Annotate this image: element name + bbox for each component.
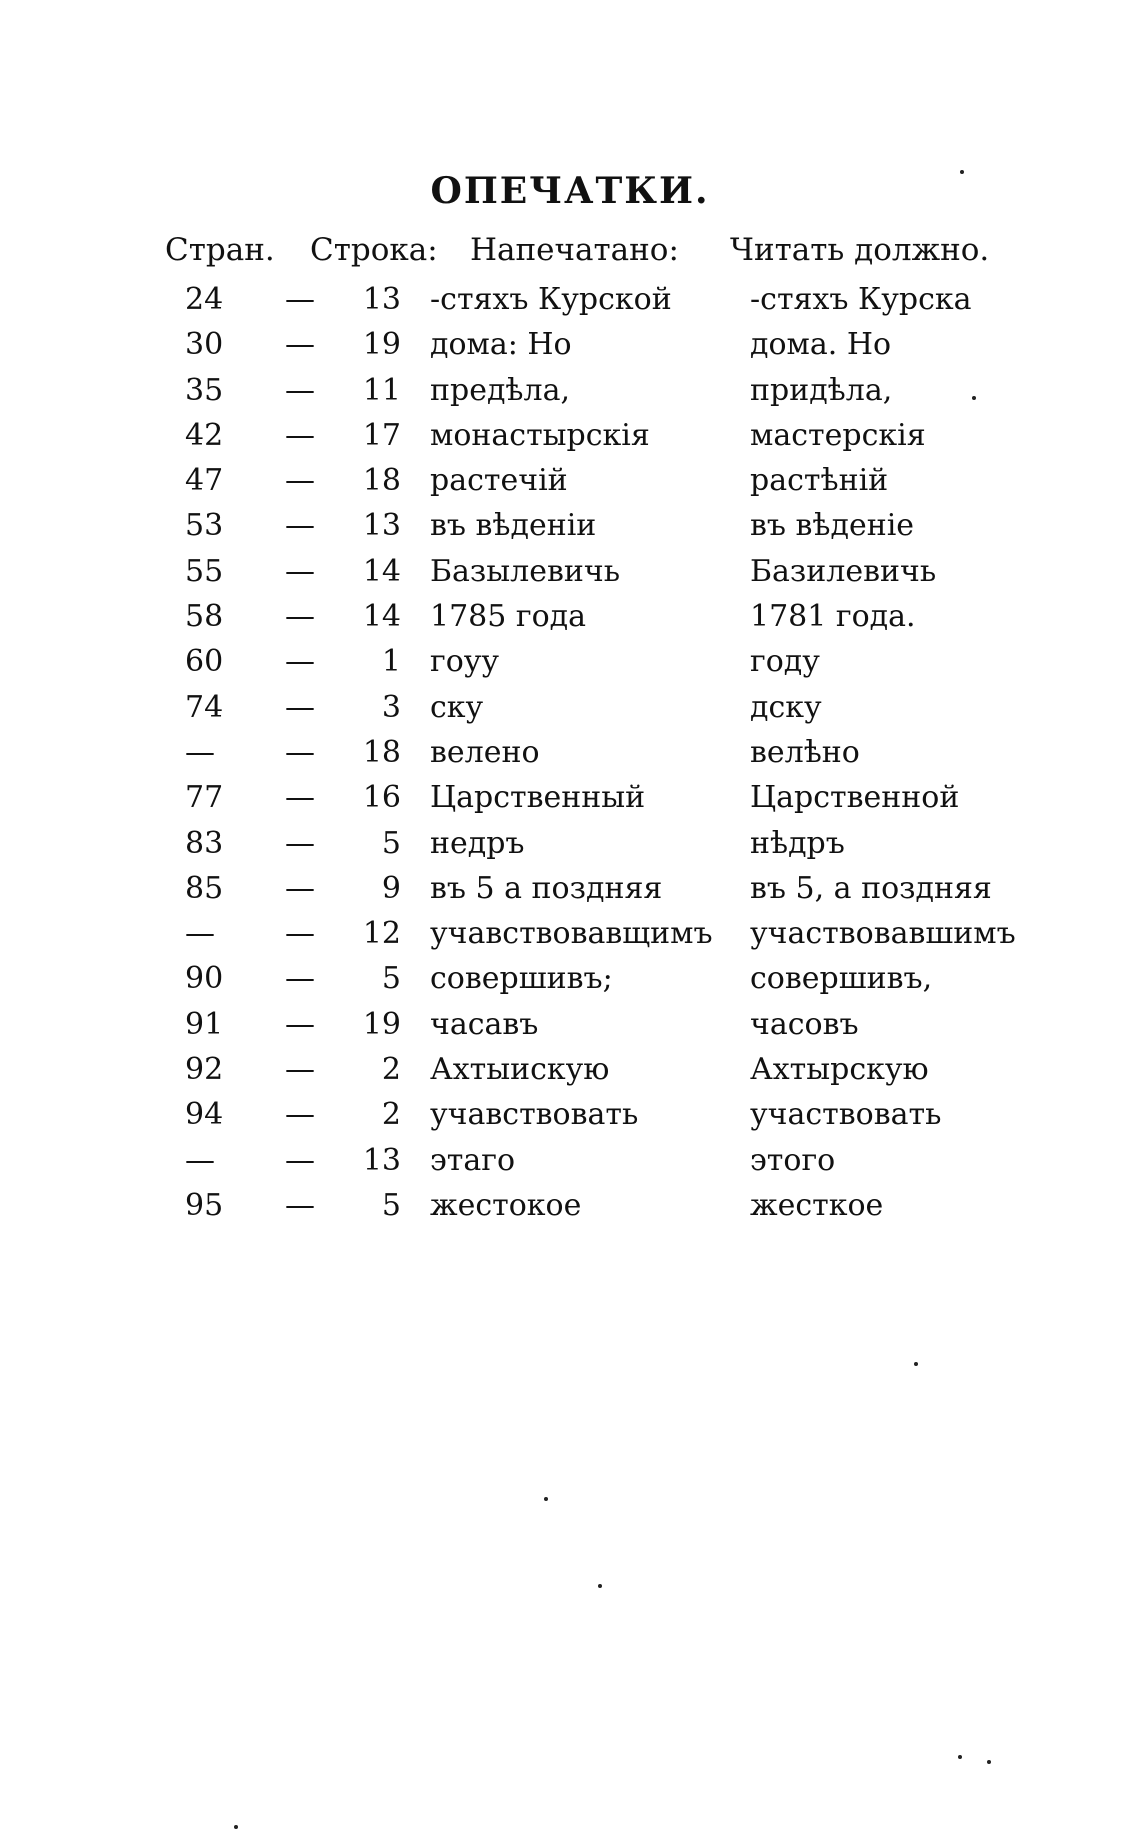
row-correct: участвовать <box>750 1097 942 1133</box>
row-printed: часавъ <box>430 1006 539 1042</box>
row-printed: въ 5 а поздняя <box>430 870 663 906</box>
table-row <box>165 597 1025 642</box>
row-printed: дома: Но <box>430 327 572 363</box>
errata-table <box>165 280 1025 1231</box>
header-printed: Напечатано: <box>470 232 679 268</box>
row-dash: — <box>285 553 315 589</box>
row-dash: — <box>285 734 315 770</box>
row-page: 58 <box>185 599 224 635</box>
row-page: — <box>185 1142 215 1178</box>
row-printed: этаго <box>430 1142 516 1178</box>
row-printed: гоуу <box>430 644 500 680</box>
table-row <box>165 869 1025 914</box>
row-line: 5 <box>381 961 401 997</box>
row-dash: — <box>285 916 315 952</box>
row-line: 13 <box>362 1142 401 1178</box>
row-line: 12 <box>362 916 401 952</box>
row-correct: въ 5, а поздняя <box>750 870 992 906</box>
row-page: 74 <box>185 689 224 725</box>
speck <box>987 1760 991 1764</box>
row-dash: — <box>285 1097 315 1133</box>
row-printed: Базылевичь <box>430 553 621 589</box>
row-line: 11 <box>362 372 401 408</box>
table-row <box>165 1005 1025 1050</box>
table-row <box>165 642 1025 687</box>
table-row <box>165 959 1025 1004</box>
row-correct: дома. Но <box>750 327 892 363</box>
row-line: 2 <box>381 1097 401 1133</box>
row-line: 19 <box>362 327 401 363</box>
row-page: — <box>185 734 215 770</box>
table-row <box>165 1050 1025 1095</box>
row-line: 16 <box>362 780 401 816</box>
row-printed: велено <box>430 734 540 770</box>
table-row <box>165 506 1025 551</box>
table-row <box>165 1141 1025 1186</box>
row-printed: 1785 года <box>430 599 587 635</box>
row-page: 35 <box>185 372 224 408</box>
table-row <box>165 280 1025 325</box>
row-page: — <box>185 916 215 952</box>
row-dash: — <box>285 1052 315 1088</box>
row-printed: учавствовавщимъ <box>430 916 713 952</box>
row-page: 55 <box>185 553 224 589</box>
row-dash: — <box>285 1187 315 1223</box>
row-printed: ску <box>430 689 484 725</box>
table-row <box>165 914 1025 959</box>
row-page: 90 <box>185 961 224 997</box>
row-page: 47 <box>185 463 224 499</box>
row-correct: Базилевичь <box>750 553 937 589</box>
row-correct: этого <box>750 1142 836 1178</box>
row-dash: — <box>285 417 315 453</box>
row-dash: — <box>285 508 315 544</box>
speck <box>960 170 964 174</box>
table-row <box>165 552 1025 597</box>
table-row <box>165 461 1025 506</box>
row-line: 9 <box>381 870 401 906</box>
row-printed: жестокое <box>430 1187 582 1223</box>
row-printed: растечій <box>430 463 568 499</box>
row-printed: учавствовать <box>430 1097 639 1133</box>
row-page: 53 <box>185 508 224 544</box>
row-page: 94 <box>185 1097 224 1133</box>
row-page: 42 <box>185 417 224 453</box>
row-correct: участвовавшимъ <box>750 916 1016 952</box>
row-line: 5 <box>381 825 401 861</box>
row-page: 85 <box>185 870 224 906</box>
row-correct: Царственной <box>750 780 960 816</box>
table-row <box>165 1186 1025 1231</box>
table-row <box>165 824 1025 869</box>
row-correct: нѣдръ <box>750 825 845 861</box>
row-correct: 1781 года. <box>750 599 916 635</box>
row-page: 83 <box>185 825 224 861</box>
row-correct: растѣній <box>750 463 889 499</box>
table-row <box>165 778 1025 823</box>
speck <box>234 1825 238 1829</box>
row-page: 77 <box>185 780 224 816</box>
row-printed: совершивъ; <box>430 961 613 997</box>
row-dash: — <box>285 780 315 816</box>
speck <box>544 1497 548 1501</box>
row-dash: — <box>285 825 315 861</box>
row-page: 95 <box>185 1187 224 1223</box>
row-line: 19 <box>362 1006 401 1042</box>
row-dash: — <box>285 372 315 408</box>
row-printed: монастырскія <box>430 417 650 453</box>
row-page: 91 <box>185 1006 224 1042</box>
row-line: 3 <box>381 689 401 725</box>
row-printed: предѣла, <box>430 372 570 408</box>
row-dash: — <box>285 870 315 906</box>
row-correct: часовъ <box>750 1006 859 1042</box>
row-line: 13 <box>362 508 401 544</box>
speck <box>914 1362 918 1366</box>
row-printed: Ахтыискую <box>430 1052 610 1088</box>
row-correct: въ вѣденіе <box>750 508 915 544</box>
row-dash: — <box>285 327 315 363</box>
speck <box>958 1755 962 1759</box>
row-correct: году <box>750 644 820 680</box>
row-line: 14 <box>362 553 401 589</box>
row-dash: — <box>285 463 315 499</box>
header-line: Строка: <box>310 232 438 268</box>
header-correct: Читать должно. <box>730 232 990 268</box>
row-dash: — <box>285 689 315 725</box>
row-page: 30 <box>185 327 224 363</box>
row-correct: Ахтырскую <box>750 1052 929 1088</box>
row-printed: Царственный <box>430 780 646 816</box>
row-line: 18 <box>362 734 401 770</box>
row-printed: -стяхъ Курской <box>430 282 672 317</box>
row-correct: жесткое <box>750 1187 884 1223</box>
table-row <box>165 1095 1025 1140</box>
row-dash: — <box>285 1142 315 1178</box>
row-dash: — <box>285 644 315 680</box>
table-row <box>165 688 1025 733</box>
row-dash: — <box>285 599 315 635</box>
table-row <box>165 733 1025 778</box>
row-correct: -стяхъ Курска <box>750 282 972 317</box>
table-row <box>165 371 1025 416</box>
row-correct: велѣно <box>750 734 860 770</box>
row-line: 5 <box>381 1187 401 1223</box>
row-page: 24 <box>185 282 224 317</box>
row-dash: — <box>285 1006 315 1042</box>
row-correct: дску <box>750 689 822 725</box>
row-printed: въ вѣденіи <box>430 508 597 544</box>
row-line: 13 <box>362 282 401 317</box>
row-printed: недръ <box>430 825 525 861</box>
table-row <box>165 325 1025 370</box>
page-title: ОПЕЧАТКИ. <box>430 170 710 212</box>
row-line: 18 <box>362 463 401 499</box>
row-line: 17 <box>362 417 401 453</box>
row-correct: совершивъ, <box>750 961 933 997</box>
row-page: 60 <box>185 644 224 680</box>
row-correct: мастерскія <box>750 417 926 453</box>
row-page: 92 <box>185 1052 224 1088</box>
row-line: 1 <box>381 644 401 680</box>
row-dash: — <box>285 282 315 317</box>
speck <box>972 396 976 400</box>
header-page: Стран. <box>165 232 275 268</box>
row-dash: — <box>285 961 315 997</box>
speck <box>598 1584 602 1588</box>
row-line: 2 <box>381 1052 401 1088</box>
table-row <box>165 416 1025 461</box>
row-correct: придѣла, <box>750 372 893 408</box>
row-line: 14 <box>362 599 401 635</box>
errata-header <box>165 232 1025 276</box>
